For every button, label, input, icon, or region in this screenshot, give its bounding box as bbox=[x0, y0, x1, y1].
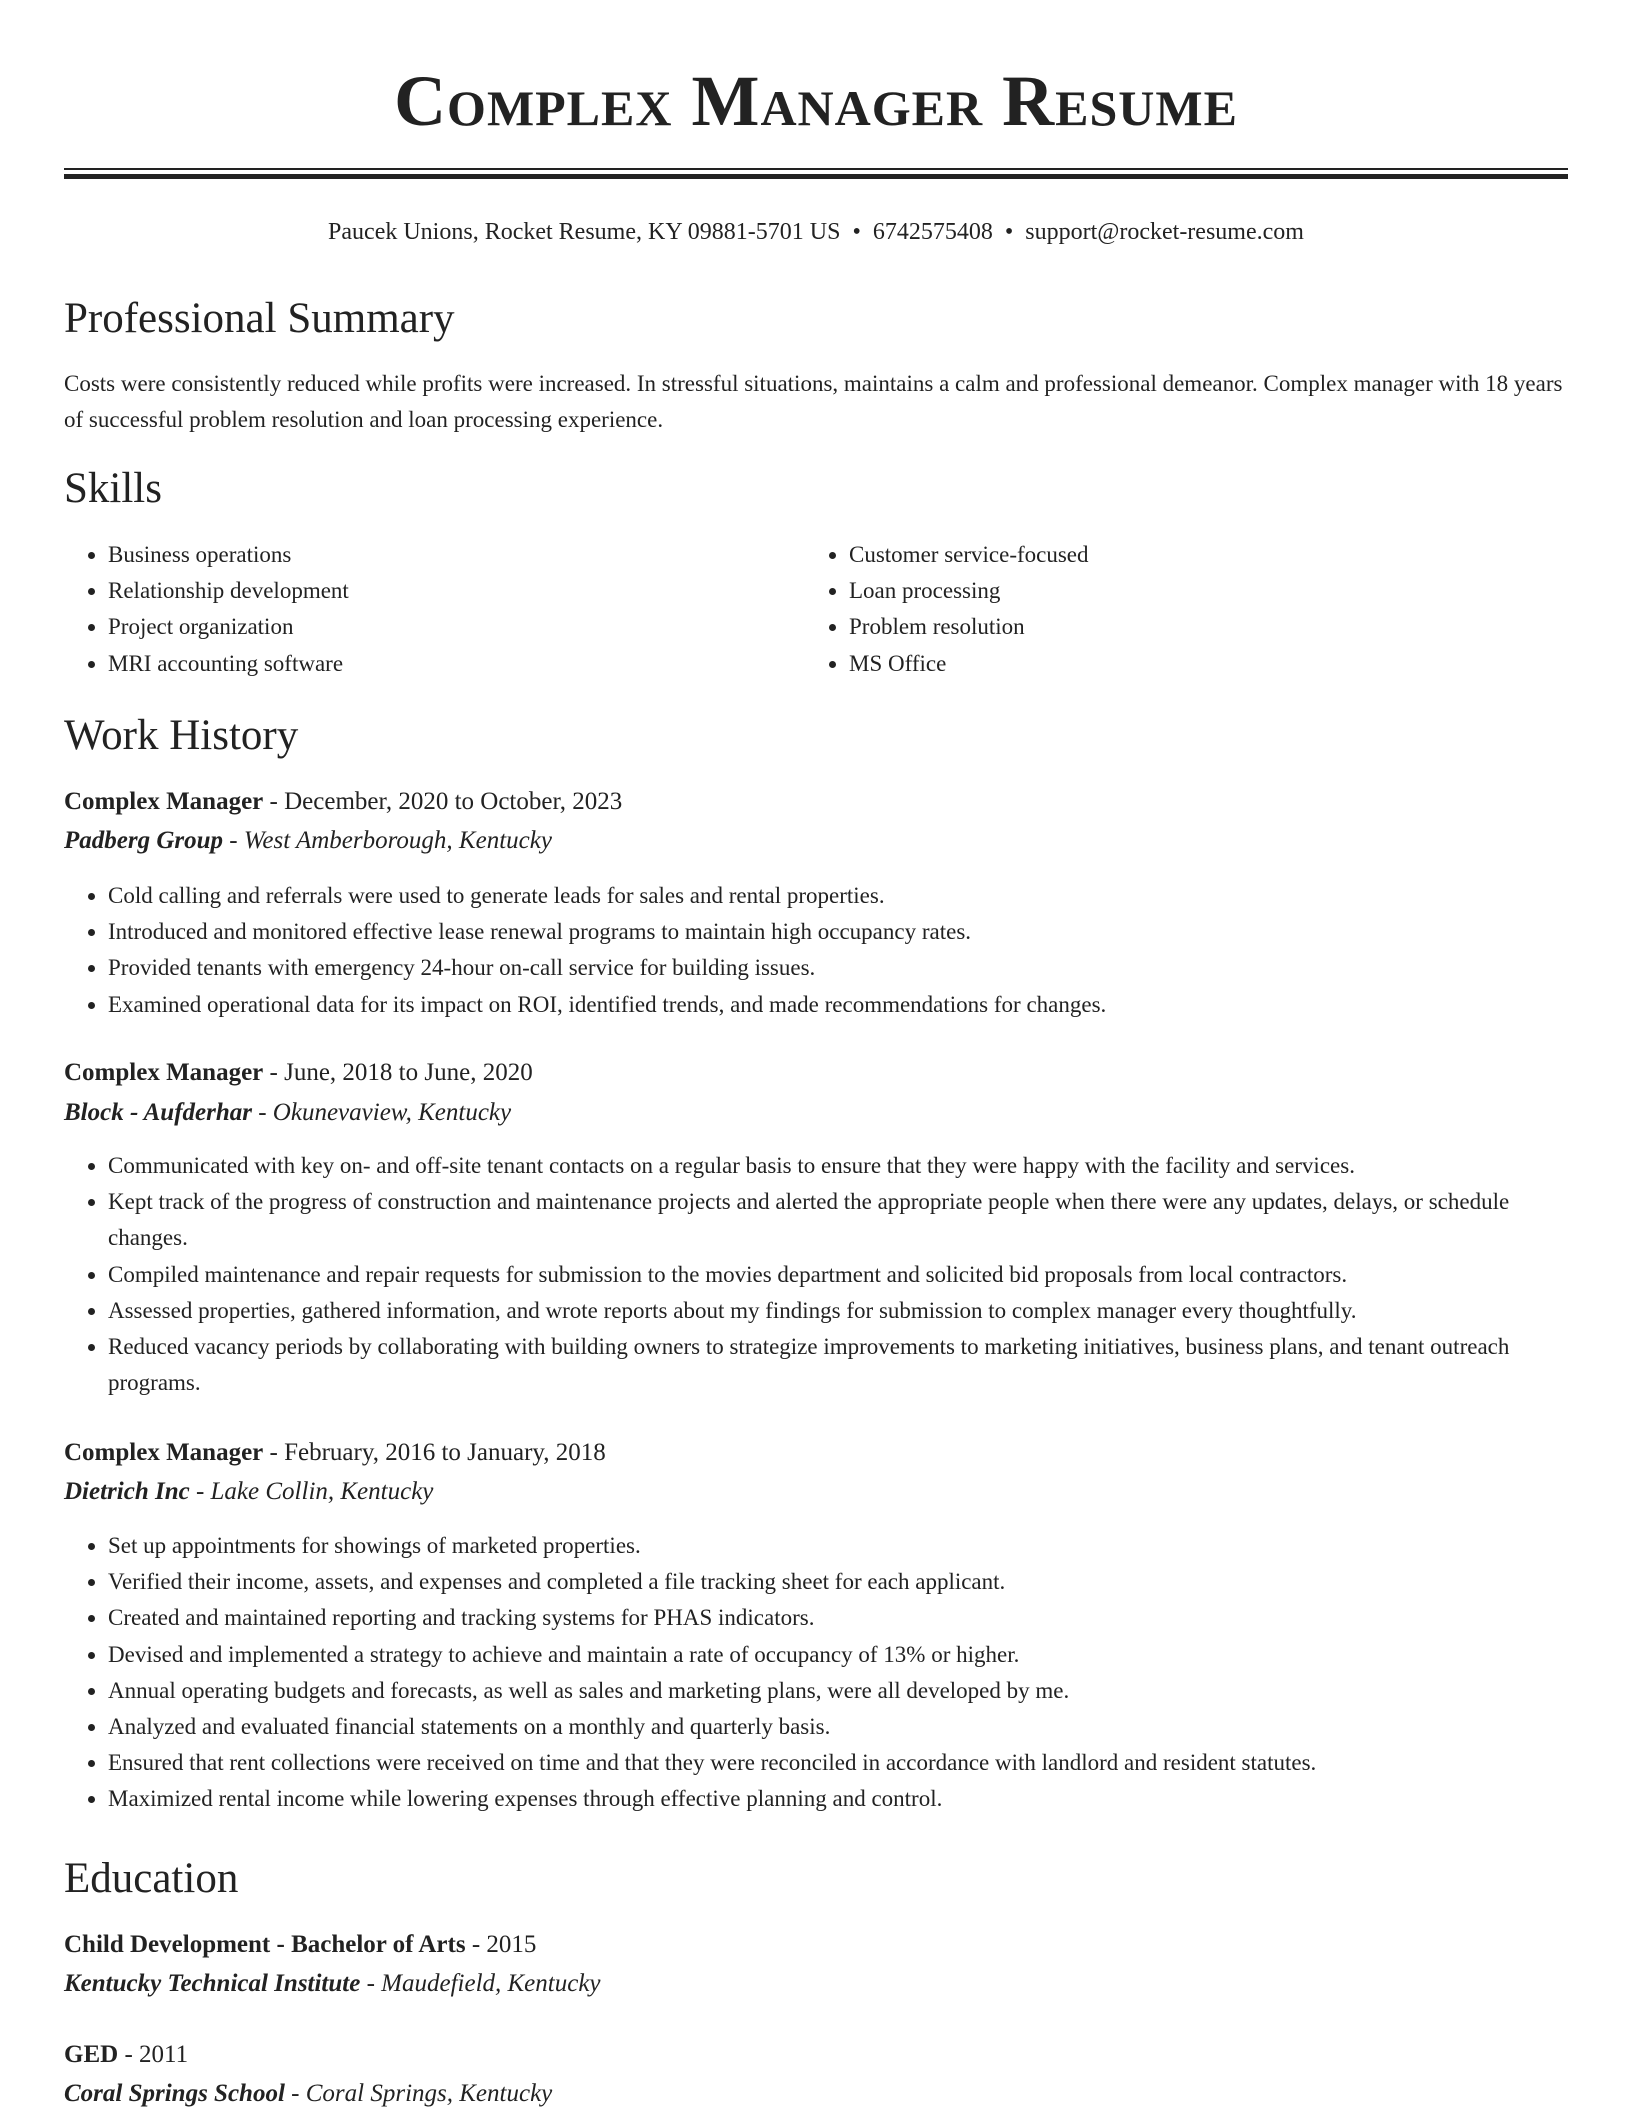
job-dates: - December, 2020 to October, 2023 bbox=[269, 788, 623, 815]
list-item: • Reduced vacancy periods by collaborating with building owners to strategize improvements to marketing initiatives, business plans, and tenant outreach programs. bbox=[108, 1329, 1568, 1401]
summary-text: Costs were consistently reduced while profits were increased. In stressful situations, maintains a calm and professional demeanor. Complex manager with 18 years of successful problem resolution and loan processing experience. bbox=[64, 371, 1563, 432]
job-location: - West Amberborough, Kentucky bbox=[229, 827, 552, 854]
work-heading: Work History bbox=[64, 712, 299, 759]
education-heading: Education bbox=[64, 1855, 239, 1902]
education-year: - 2011 bbox=[124, 2041, 189, 2068]
job-duties bbox=[64, 1528, 1568, 1818]
education-degree: GED bbox=[64, 2041, 119, 2068]
education-degree: Child Development - Bachelor of Arts bbox=[64, 1931, 466, 1958]
resume-title: Complex Manager Resume bbox=[394, 61, 1238, 141]
education-location: - Coral Springs, Kentucky bbox=[291, 2080, 553, 2107]
education-degree-line bbox=[64, 2037, 188, 2073]
contact-phone: 6742575408 bbox=[872, 219, 993, 245]
contact-email[interactable]: support@rocket-resume.com bbox=[1025, 219, 1304, 245]
job-location: - Lake Collin, Kentucky bbox=[195, 1478, 434, 1505]
list-item: • Compiled maintenance and repair requests for submission to the movies department and solicited bid proposals from local contractors. bbox=[108, 1257, 1568, 1293]
job-company-line bbox=[64, 1474, 433, 1510]
summary-heading: Professional Summary bbox=[64, 295, 455, 342]
job-title: Complex Manager bbox=[64, 1059, 264, 1086]
education-school: Coral Springs School bbox=[64, 2080, 285, 2107]
job-company: Dietrich Inc bbox=[64, 1478, 190, 1505]
list-item: • Ensured that rent collections were received on time and that they were reconciled in accordance with landlord and resident statutes. bbox=[108, 1745, 1568, 1781]
job-title: Complex Manager bbox=[64, 788, 264, 815]
list-item: • Examined operational data for its impact on ROI, identified trends, and made recommendations for changes. bbox=[108, 987, 1568, 1023]
education-degree-line bbox=[64, 1927, 536, 1963]
job-duties bbox=[64, 1148, 1568, 1401]
list-item: • Cold calling and referrals were used to generate leads for sales and rental properties. bbox=[108, 878, 1568, 914]
education-school: Kentucky Technical Institute bbox=[64, 1970, 361, 1997]
skill-item: • Problem resolution bbox=[849, 609, 1549, 645]
list-item: • Assessed properties, gathered information, and wrote reports about my findings for submission to complex manager every thoughtfully. bbox=[108, 1293, 1568, 1329]
skills-heading: Skills bbox=[64, 465, 162, 512]
contact-line bbox=[0, 216, 1632, 248]
job-duties bbox=[64, 878, 1568, 1023]
list-item: • Maximized rental income while lowering expenses through effective planning and control. bbox=[108, 1781, 1568, 1817]
skill-item: • Business operations bbox=[108, 537, 808, 573]
job-company: Block - Aufderhar bbox=[64, 1099, 252, 1126]
education-location: - Maudefield, Kentucky bbox=[366, 1970, 601, 1997]
list-item: • Communicated with key on- and off-site tenant contacts on a regular basis to ensure that they were happy with the facility and services. bbox=[108, 1148, 1568, 1184]
contact-separator: • bbox=[1004, 219, 1014, 245]
job-company-line bbox=[64, 1095, 511, 1131]
job-dates: - February, 2016 to January, 2018 bbox=[269, 1439, 606, 1466]
skill-item: • Loan processing bbox=[849, 573, 1549, 609]
title-rule-thin bbox=[64, 168, 1568, 170]
title-rule-thick bbox=[64, 174, 1568, 179]
list-item: • Verified their income, assets, and expenses and completed a file tracking sheet for each applicant. bbox=[108, 1564, 1568, 1600]
education-year: - 2015 bbox=[471, 1931, 537, 1958]
skill-item: • Customer service-focused bbox=[849, 537, 1549, 573]
list-item: • Analyzed and evaluated financial statements on a monthly and quarterly basis. bbox=[108, 1709, 1568, 1745]
skill-item: • Relationship development bbox=[108, 573, 808, 609]
education-school-line bbox=[64, 2076, 552, 2112]
job-location: - Okunevaview, Kentucky bbox=[258, 1099, 512, 1126]
contact-separator: • bbox=[852, 219, 861, 245]
skills-list-right bbox=[805, 537, 1549, 682]
skill-item: • MS Office bbox=[849, 646, 1549, 682]
skill-item: • MRI accounting software bbox=[108, 646, 808, 682]
list-item: • Introduced and monitored effective lease renewal programs to maintain high occupancy rates. bbox=[108, 914, 1568, 950]
list-item: • Annual operating budgets and forecasts, as well as sales and marketing plans, were all developed by me. bbox=[108, 1673, 1568, 1709]
education-school-line bbox=[64, 1966, 601, 2002]
list-item: • Set up appointments for showings of marketed properties. bbox=[108, 1528, 1568, 1564]
job-title-line bbox=[64, 784, 622, 820]
job-title: Complex Manager bbox=[64, 1439, 264, 1466]
list-item: • Kept track of the progress of construction and maintenance projects and alerted the appropriate people when there were any updates, delays, or schedule changes. bbox=[108, 1184, 1568, 1256]
job-title-line bbox=[64, 1055, 533, 1091]
list-item: • Devised and implemented a strategy to achieve and maintain a rate of occupancy of 13% or higher. bbox=[108, 1637, 1568, 1673]
skills-list-left bbox=[64, 537, 808, 682]
job-company: Padberg Group bbox=[64, 827, 224, 854]
list-item: • Provided tenants with emergency 24-hour on-call service for building issues. bbox=[108, 950, 1568, 986]
job-dates: - June, 2018 to June, 2020 bbox=[269, 1059, 533, 1086]
skill-item: • Project organization bbox=[108, 609, 808, 645]
list-item: • Created and maintained reporting and tracking systems for PHAS indicators. bbox=[108, 1600, 1568, 1636]
contact-address: Paucek Unions, Rocket Resume, KY 09881-5701 US bbox=[328, 219, 841, 245]
job-title-line bbox=[64, 1435, 606, 1471]
job-company-line bbox=[64, 823, 552, 859]
